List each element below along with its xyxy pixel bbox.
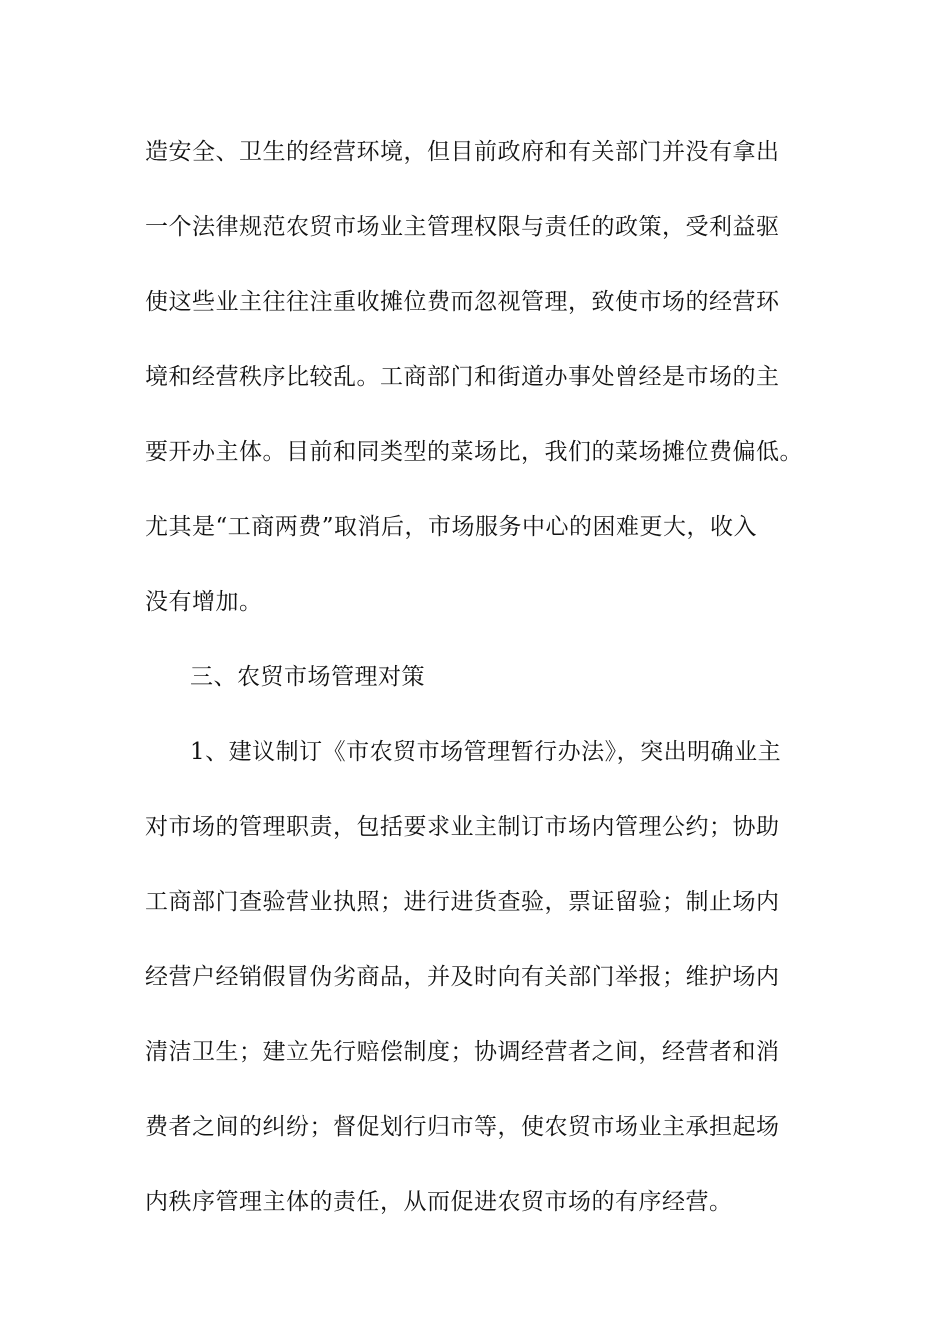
text-line: 对市场的管理职责，包括要求业主制订市场内管理公约；协助 [145, 814, 780, 840]
text-line: 境和经营秩序比较乱。工商部门和街道办事处曾经是市场的主 [145, 364, 780, 390]
text-line: 清洁卫生；建立先行赔偿制度；协调经营者之间，经营者和消 [145, 1039, 780, 1065]
section-heading: 三、农贸市场管理对策 [190, 664, 425, 690]
text-line: 造安全、卫生的经营环境，但目前政府和有关部门并没有拿出 [145, 139, 780, 165]
text-line: 1、建议制订《市农贸市场管理暂行办法》，突出明确业主 [190, 739, 782, 765]
text-line: 使这些业主往往注重收摊位费而忽视管理，致使市场的经营环 [145, 289, 780, 315]
text-line: 费者之间的纠纷；督促划行归市等，使农贸市场业主承担起场 [145, 1114, 780, 1140]
text-line: 经营户经销假冒伪劣商品，并及时向有关部门举报；维护场内 [145, 964, 780, 990]
text-line: 工商部门查验营业执照；进行进货查验，票证留验；制止场内 [145, 889, 780, 915]
text-line: 一个法律规范农贸市场业主管理权限与责任的政策，受利益驱 [145, 214, 780, 240]
text-line: 内秩序管理主体的责任，从而促进农贸市场的有序经营。 [145, 1189, 733, 1215]
text-line: 尤其是“工商两费”取消后，市场服务中心的困难更大，收入 [145, 514, 758, 540]
text-line: 要开办主体。目前和同类型的菜场比，我们的菜场摊位费偏低。 [145, 439, 803, 465]
text-line: 没有增加。 [145, 589, 263, 615]
